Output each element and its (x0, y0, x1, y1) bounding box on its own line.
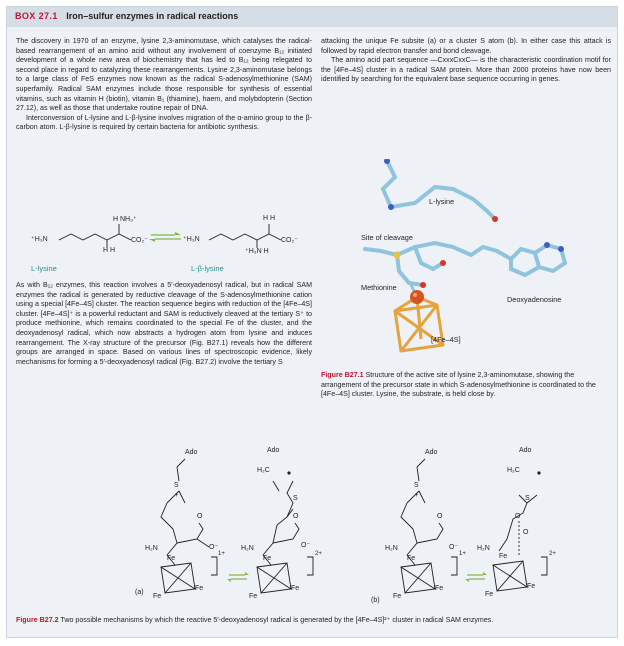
label-deoxyadenosine: Deoxyadenosine (507, 295, 562, 304)
fe-a4: Fe (263, 555, 272, 562)
h2n-b2: H₂N (477, 545, 490, 552)
o-b2b: O (523, 529, 529, 536)
left-co2: CO₂⁻ (131, 237, 148, 244)
fe-a3: Fe (153, 593, 162, 600)
fe-b6: Fe (485, 591, 494, 598)
ado-b2: Ado (519, 447, 532, 454)
fe-b3: Fe (393, 593, 402, 600)
ado-a1: Ado (185, 449, 198, 456)
fe-b5: Fe (527, 583, 536, 590)
o-b2: O (515, 513, 521, 520)
charge-b2: 2+ (549, 551, 556, 557)
label-l-beta-lysine: L-β-lysine (191, 264, 224, 273)
figure-b27-2-mechanisms (127, 447, 617, 617)
figure-b27-2-text: Two possible mechanisms by which the reactive 5′-deoxyadenosyl radical is generated by the [4Fe–4S]²⁺ cluster in radical SAM enzymes. (60, 616, 494, 624)
charge-a1: 1+ (218, 551, 225, 557)
charge-a2: 2+ (315, 551, 322, 557)
right-co2: CO₂⁻ (281, 237, 298, 244)
fe-b2: Fe (435, 585, 444, 592)
s-plus-a1: + (175, 493, 179, 499)
fe-a1: Fe (167, 555, 176, 562)
right-h3n-h: ⁺H₃N H (245, 248, 269, 255)
o-minus-a2: O⁻ (301, 542, 311, 549)
label-b: (b) (371, 597, 380, 604)
fe-b4: Fe (499, 553, 508, 560)
charge-b1: 1+ (459, 551, 466, 557)
figure-b27-2-title: Figure B27.2 (16, 616, 59, 624)
figure-b27-1-structure (325, 159, 615, 369)
ado-a2: Ado (267, 447, 280, 454)
paragraph-attack: attacking the unique Fe subsite (a) or a cluster S atom (b). In either case this attack is followed by rapid electron transfer and bond cleavage. (321, 37, 611, 55)
figure-b27-1-caption (321, 371, 611, 400)
s-a2: S (293, 495, 298, 502)
left-column-bottom (16, 281, 312, 367)
s-plus-b1: + (415, 493, 419, 499)
s-b2: S (525, 495, 530, 502)
right-column-top (321, 37, 611, 85)
s-b1: S (414, 482, 419, 489)
o-b1: O (437, 513, 443, 520)
fe-a6: Fe (249, 593, 258, 600)
lysine-scheme (23, 214, 313, 278)
figure-b27-1-title: Figure B27.1 (321, 371, 364, 379)
left-h3n: ⁺H₃N (31, 236, 48, 243)
label-site-of-cleavage: Site of cleavage (361, 233, 413, 242)
o-minus-b1: O⁻ (449, 544, 459, 551)
fe-a5: Fe (291, 585, 300, 592)
box-header (7, 7, 617, 27)
fe-a2: Fe (195, 585, 204, 592)
h2n-b1: H₂N (385, 545, 398, 552)
box-title: Iron–sulfur enzymes in radical reactions (66, 11, 239, 21)
left-h-h: H H (103, 247, 116, 254)
o-a2: O (293, 513, 299, 520)
label-l-lysine: L-lysine (31, 264, 57, 273)
left-h-nh3: H NH₃⁺ (113, 216, 137, 223)
label-a: (a) (135, 589, 144, 596)
figure-b27-1-text: Structure of the active site of lysine 2,3-aminomutase, showing the arrangement of the precursor state in which S-adenosylmethionine is coordinated to the [4Fe–4S] cluster. Lysine, the substrate, is held close by. (321, 371, 596, 399)
paragraph-interconversion: Interconversion of L-lysine and L-β-lysine involves migration of the α-amino group to the β-carbon atom. L-β-lysine is required by certain bacteria for antibiotic synthesis. (16, 113, 312, 132)
fe-b1: Fe (407, 555, 416, 562)
paragraph-mechanism: As with B₁₂ enzymes, this reaction involves a 5′-deoxyadenosyl radical, but in radical SAM enzymes the radical is generated by reductive cleavage of the S-adenosylmethionine cation using a special [4Fe–4S] cluster. The reaction sequence begins with reduction of the [4Fe–4S] cluster. [4Fe–4S]⁺ is a powerful reductant and SAM is reductively cleaved at the tertiary S⁺ to produce methionine, which remains coordinated to the special Fe of the cluster, and the deoxyadenosyl radical, which now abstracts a hydrogen atom from lysine and induces rearrangement. The X-ray structure of the precursor (Fig. B27.1) reveals how the different groups are arranged in space. Based on various lines of spectroscopic evidence, likely mechanisms for forming a 5′-deoxyadenosyl radical (Fig. B27.2) involve the tertiary S (16, 281, 312, 366)
right-h3n: ⁺H₃N (183, 236, 200, 243)
ado-b1: Ado (425, 449, 438, 456)
o-minus-a1: O⁻ (209, 544, 219, 551)
o-a1: O (197, 513, 203, 520)
figure-b27-2-caption (16, 616, 612, 626)
active-site-model (325, 159, 615, 369)
h2n-a2: H₂N (241, 545, 254, 552)
h2n-a1: H₂N (145, 545, 158, 552)
s-a1: S (174, 482, 179, 489)
label-methionine: Methionine (361, 283, 397, 292)
label-lysine: L-lysine (429, 197, 455, 206)
h2c-b2: H₂C (507, 467, 520, 474)
label-4fe4s: [4Fe–4S] (431, 335, 461, 344)
lysine-scheme-drawing (23, 214, 313, 278)
paragraph-discovery: The discovery in 1970 of an enzyme, lysine 2,3-aminomutase, which catalyses the radical-based rearrangement of an amino acid without any involvement of coenzyme B₁₂ initiated development of a whole new area of biochemistry that has led to B₁₂ being relegated to second place in regard to catalyzing these rearrangements. Lysine 2,3-aminomutase belongs to a large class of FeS enzymes now known as the radical S-adenosylmethionine (SAM) superfamily. Radical SAM enzymes include those responsible for synthesis of essential vitamins, such as vitamin H (biotin), vitamin B₁ (thiamine), haem, and molybdopterin (Section 27.12), as well as those that undertake routine repair of DNA. (16, 37, 312, 113)
text-box (6, 6, 618, 638)
right-h-h: H H (263, 215, 276, 222)
left-column-top (16, 37, 312, 133)
h2c-a2: H₂C (257, 467, 270, 474)
paragraph-motif: The amino acid part sequence —CxxxCxxC— is the characteristic coordination motif for the [4Fe–4S] cluster in a radical SAM protein. More than 2000 proteins have now been identified by searching for the equivalent base sequence occurring in genes. (321, 56, 611, 84)
box-number: BOX 27.1 (15, 11, 58, 21)
